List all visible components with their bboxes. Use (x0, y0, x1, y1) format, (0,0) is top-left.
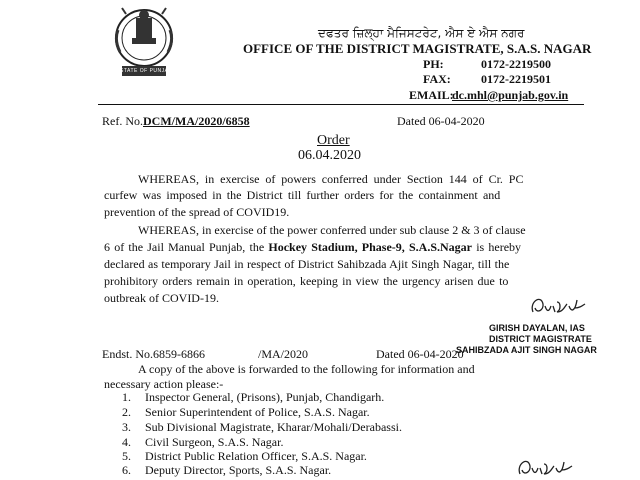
list-item-number: 6. (122, 463, 131, 477)
list-item-number: 5. (122, 449, 131, 463)
list-item (122, 405, 370, 420)
list-item-number: 3. (122, 420, 131, 434)
list-item (122, 390, 384, 405)
emblem-caption: STATE OF PUNJAB (120, 68, 173, 74)
punjabi-office-title: ਦਫਤਰ ਜ਼ਿਲ੍ਹਾ ਮੈਜਿਸਟਰੇਟ, ਐਸ ਏ ਐਸ ਨਗਰ (318, 26, 525, 40)
signature-2 (514, 454, 574, 480)
order-title: Order (317, 133, 350, 148)
list-item (122, 463, 331, 478)
list-item-text: Deputy Director, Sports, S.A.S. Nagar. (145, 463, 332, 477)
signature-1 (527, 290, 587, 320)
ref-value: DCM/MA/2020/6858 (143, 114, 250, 128)
order-date: 06.04.2020 (298, 148, 361, 163)
signatory-designation: DISTRICT MAGISTRATE (489, 334, 592, 344)
ref-dated: Dated 06-04-2020 (397, 114, 485, 128)
email-value[interactable]: dc.mhl@punjab.gov.in (452, 88, 569, 102)
para2-line2-post: is hereby (476, 240, 522, 254)
para1-line2: curfew was imposed in the District till further orders for the containment and (104, 188, 501, 202)
para2-line4: prohibitory orders remain in operation, keeping in view the urgency arisen due to (104, 274, 509, 288)
email-label: EMAIL: (409, 88, 454, 102)
list-item-text: Civil Surgeon, S.A.S. Nagar. (145, 435, 284, 449)
list-item-text: Sub Divisional Magistrate, Kharar/Mohali/Derabassi. (145, 420, 402, 434)
para1-line3: prevention of the spread of COVID19. (104, 205, 290, 219)
fax-label: FAX: (423, 72, 451, 86)
list-item-text: Inspector General, (Prisons), Punjab, Chandigarh. (145, 390, 385, 404)
para1-line1: WHEREAS, in exercise of powers conferred under Section 144 of Cr. PC (138, 172, 524, 186)
list-item (122, 449, 367, 464)
para2-line5: outbreak of COVID-19. (104, 291, 219, 305)
phone-value: 0172-2219500 (481, 57, 551, 71)
list-item-number: 4. (122, 435, 131, 449)
endst-number: Endst. No.6859-6866 (102, 347, 205, 361)
para2-line2 (104, 240, 521, 255)
endst-dated: Dated 06-04-2020 (376, 347, 464, 361)
fax-value: 0172-2219501 (481, 72, 551, 86)
list-item (122, 435, 283, 450)
ref-number (102, 114, 250, 129)
para2-line1: WHEREAS, in exercise of the power conferred under sub clause 2 & 3 of clause (138, 223, 526, 237)
ref-label: Ref. No. (102, 114, 143, 128)
forward-line1: A copy of the above is forwarded to the following for information and (138, 362, 475, 376)
list-item-number: 2. (122, 405, 131, 419)
list-item-text: District Public Relation Officer, S.A.S. Nagar. (145, 449, 367, 463)
list-item (122, 420, 402, 435)
signatory-district: SAHIBZADA AJIT SINGH NAGAR (456, 345, 597, 355)
phone-label: PH: (423, 57, 444, 71)
endst-office: /MA/2020 (258, 347, 309, 361)
para2-line3: declared as temporary Jail in respect of District Sahibzada Ajit Singh Nagar, till the (104, 257, 510, 271)
list-item-text: Senior Superintendent of Police, S.A.S. Nagar. (145, 405, 370, 419)
header-divider (98, 104, 584, 105)
para2-line2-pre: 6 of the Jail Manual Punjab, the (104, 240, 265, 254)
forward-line2: necessary action please:- (104, 377, 224, 391)
office-title: OFFICE OF THE DISTRICT MAGISTRATE, S.A.S. NAGAR (243, 41, 592, 56)
signatory-name: GIRISH DAYALAN, IAS (489, 323, 585, 333)
list-item-number: 1. (122, 390, 131, 404)
stadium-name: Hockey Stadium, Phase-9, S.A.S.Nagar (268, 240, 472, 254)
